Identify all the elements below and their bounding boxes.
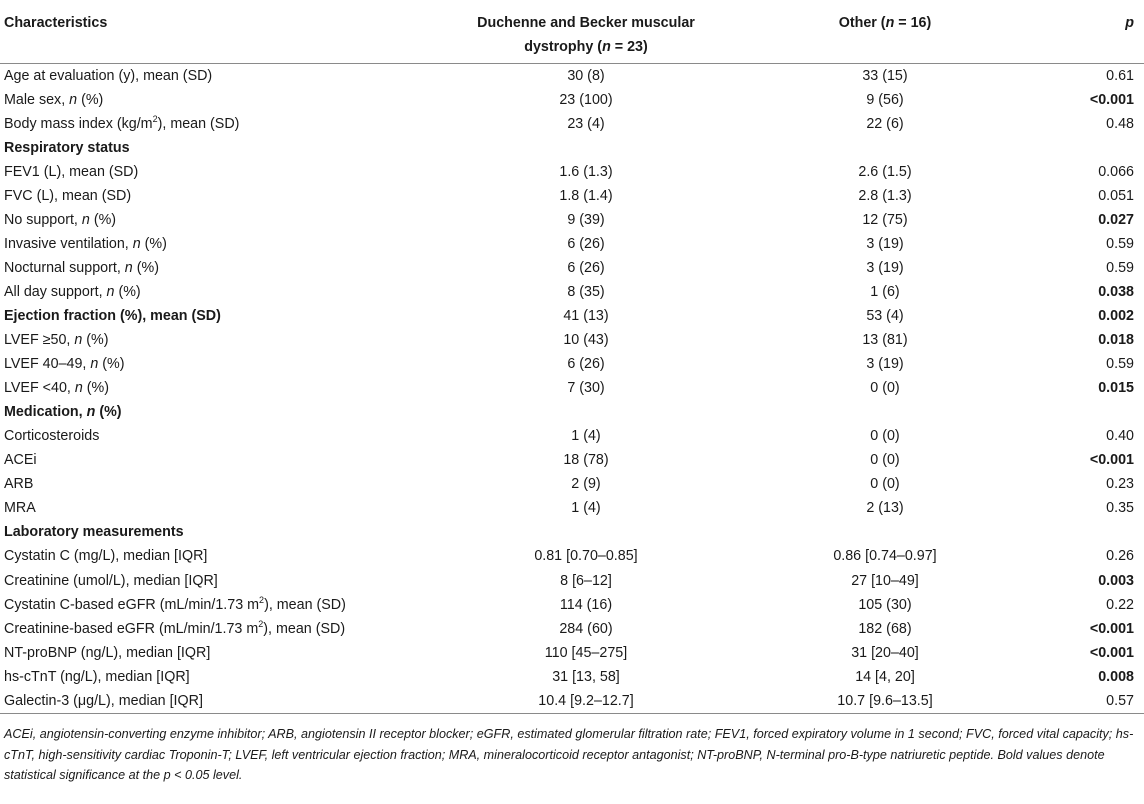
cell-p-value: <0.001 xyxy=(1089,644,1134,661)
table-row xyxy=(0,689,1144,714)
cell-other: 31 [20–40] xyxy=(851,644,919,661)
cell-dmd-bmd: 6 (26) xyxy=(567,259,605,276)
cell-dmd-bmd: 1 (4) xyxy=(571,428,601,445)
header-other-suffix: = 16) xyxy=(894,15,932,31)
cell-dmd-bmd: 10.4 [9.2–12.7] xyxy=(452,689,720,714)
header-dmd-n: n xyxy=(602,39,611,55)
header-other-prefix: Other ( xyxy=(838,15,886,31)
header-p-value xyxy=(1050,0,1144,63)
cell-other: 0 (0) xyxy=(870,428,900,445)
table-row xyxy=(0,63,1144,88)
cell-p-value: 0.59 xyxy=(1106,235,1134,252)
table-row xyxy=(0,665,1144,689)
table-section-row xyxy=(0,304,1144,328)
cell-dmd-bmd xyxy=(452,400,720,424)
cell-other: 3 (19) xyxy=(866,259,904,276)
header-dmd-line1: Duchenne and Becker muscular xyxy=(477,15,695,31)
row-label: FEV1 (L), mean (SD) xyxy=(4,163,139,180)
row-label: Creatinine (umol/L), median [IQR] xyxy=(4,572,218,589)
cell-other: 53 (4) xyxy=(866,307,904,324)
table-row xyxy=(0,256,1144,280)
row-label: Invasive ventilation, n (%) xyxy=(4,235,167,252)
cell-dmd-bmd: 6 (26) xyxy=(567,235,605,252)
cell-p-value: 0.61 xyxy=(1106,67,1134,84)
cell-other xyxy=(720,136,1050,160)
cell-dmd-bmd: 284 (60) xyxy=(559,620,613,637)
row-label: hs-cTnT (ng/L), median [IQR] xyxy=(4,668,190,685)
cell-dmd-bmd: 8 [6–12] xyxy=(560,572,612,589)
row-label: Cystatin C (mg/L), median [IQR] xyxy=(4,548,208,565)
table-row xyxy=(0,352,1144,376)
cell-dmd-bmd: 10 (43) xyxy=(563,332,609,349)
cell-p-value: 0.003 xyxy=(1098,572,1134,589)
cell-p-value: 0.59 xyxy=(1106,259,1134,276)
table-row xyxy=(0,232,1144,256)
cell-dmd-bmd: 1.8 (1.4) xyxy=(559,187,613,204)
cell-other: 3 (19) xyxy=(866,235,904,252)
row-label: ARB xyxy=(4,476,34,493)
row-label: No support, n (%) xyxy=(4,211,117,228)
cell-other: 1 (6) xyxy=(870,283,900,300)
row-label: Body mass index $(kg/m^2)$, mean (SD) xyxy=(4,113,240,132)
row-label: MRA xyxy=(4,500,36,517)
row-label: Laboratory measurements xyxy=(4,524,184,541)
table-row xyxy=(0,424,1144,448)
table-row xyxy=(0,88,1144,112)
table-row xyxy=(0,472,1144,496)
header-other xyxy=(720,0,1050,63)
table-row xyxy=(0,617,1144,641)
cell-dmd-bmd: 1.6 (1.3) xyxy=(559,163,613,180)
table-row xyxy=(0,184,1144,208)
row-label: Respiratory status xyxy=(4,139,130,156)
row-label: Galectin-3 (μg/L), median [IQR] xyxy=(0,689,452,714)
cell-other: 0 (0) xyxy=(870,476,900,493)
table-row xyxy=(0,280,1144,304)
cell-p-value: <0.001 xyxy=(1089,452,1134,469)
table-footnote: ACEi, angiotensin-converting enzyme inhibitor; ARB, angiotensin II receptor blocker; eGFR, estimated glomerular filtration rate; FEV1, forced expiratory volume in 1 second; FVC, forced vital capacity; hs-cTnT, high-sensitivity cardiac Troponin-T; LVEF, left ventricular ejection fraction; MRA, mineralocorticoid receptor antagonist; NT-proBNP, N-terminal pro-B-type natriuretic peptide. Bold values denote statistical significance at the p < 0.05 level. xyxy=(4,727,1134,782)
table-header xyxy=(0,0,1144,63)
cell-dmd-bmd: 6 (26) xyxy=(567,356,605,373)
cell-p-value: 0.59 xyxy=(1106,356,1134,373)
table-row xyxy=(0,568,1144,592)
cell-p-value xyxy=(1050,136,1144,160)
cell-dmd-bmd xyxy=(452,136,720,160)
row-label: All day support, n (%) xyxy=(4,283,141,300)
cell-other: 2.8 (1.3) xyxy=(858,187,912,204)
cell-dmd-bmd: 23 (100) xyxy=(559,91,613,108)
header-row xyxy=(0,0,1144,63)
table-row xyxy=(0,376,1144,400)
cell-p-value: 0.002 xyxy=(1098,307,1134,324)
header-p-label: p xyxy=(1125,15,1134,31)
cell-other: 22 (6) xyxy=(866,115,904,132)
cell-p-value: 0.23 xyxy=(1106,476,1134,493)
cell-p-value xyxy=(1050,400,1144,424)
row-label: Age at evaluation (y), mean (SD) xyxy=(4,67,213,84)
cell-dmd-bmd: 110 [45–275] xyxy=(544,644,628,661)
cell-other: 33 (15) xyxy=(862,67,908,84)
cell-p-value: 0.008 xyxy=(1098,668,1134,685)
cell-other xyxy=(720,400,1050,424)
cell-dmd-bmd: 8 (35) xyxy=(567,283,605,300)
cell-p-value: <0.001 xyxy=(1089,91,1134,108)
cell-p-value: 0.038 xyxy=(1098,283,1134,300)
cell-p-value: 0.051 xyxy=(1098,187,1134,204)
cell-dmd-bmd: 41 (13) xyxy=(563,307,609,324)
row-label: NT-proBNP (ng/L), median [IQR] xyxy=(4,644,211,661)
header-dmd-bmd xyxy=(452,0,720,63)
row-label: Creatinine-based eGFR (mL/min/1.73 $m^2$), mean (SD) xyxy=(4,618,346,637)
row-label: Nocturnal support, n (%) xyxy=(4,259,159,276)
cell-other: 10.7 [9.6–13.5] xyxy=(720,689,1050,714)
table-row xyxy=(0,112,1144,136)
header-dmd-line2-prefix: dystrophy ( xyxy=(524,39,603,55)
table-row xyxy=(0,448,1144,472)
row-label: LVEF 40–49, n (%) xyxy=(4,356,125,373)
cell-dmd-bmd: 114 (16) xyxy=(559,596,613,613)
cell-dmd-bmd: 30 (8) xyxy=(567,67,605,84)
cell-other: 13 (81) xyxy=(862,332,908,349)
cell-p-value: 0.066 xyxy=(1098,163,1134,180)
cell-dmd-bmd: 31 [13, 58] xyxy=(552,668,620,685)
cell-p-value: 0.57 xyxy=(1050,689,1144,714)
cell-other: 0 (0) xyxy=(870,380,900,397)
row-label: Cystatin C-based eGFR (mL/min/1.73 $m^2$), mean (SD) xyxy=(4,594,346,613)
header-other-n: n xyxy=(885,15,895,31)
cell-other: 3 (19) xyxy=(866,356,904,373)
cell-p-value: 0.018 xyxy=(1098,332,1134,349)
cell-other xyxy=(720,520,1050,544)
header-dmd-line2-suffix: = 23) xyxy=(610,39,648,55)
cell-other: 0 (0) xyxy=(870,452,900,469)
cell-p-value: 0.015 xyxy=(1098,380,1134,397)
cell-other: 2.6 (1.5) xyxy=(858,163,912,180)
cell-dmd-bmd: 9 (39) xyxy=(567,211,605,228)
table-body xyxy=(0,63,1144,713)
cell-dmd-bmd: 0.81 [0.70–0.85] xyxy=(534,548,638,565)
cell-dmd-bmd: 7 (30) xyxy=(567,380,605,397)
table-row xyxy=(0,328,1144,352)
table-row xyxy=(0,496,1144,520)
cell-p-value: 0.48 xyxy=(1106,115,1134,132)
table-row xyxy=(0,544,1144,568)
cell-dmd-bmd: 1 (4) xyxy=(571,500,601,517)
row-label: FVC (L), mean (SD) xyxy=(4,187,132,204)
table-row xyxy=(0,160,1144,184)
row-label: ACEi xyxy=(4,452,37,469)
cell-p-value: 0.40 xyxy=(1106,428,1134,445)
table-row xyxy=(0,641,1144,665)
cell-other: 0.86 [0.74–0.97] xyxy=(833,548,937,565)
table-section-row xyxy=(0,136,1144,160)
row-label: LVEF <40, n (%) xyxy=(4,380,110,397)
cell-p-value: <0.001 xyxy=(1089,620,1134,637)
cell-dmd-bmd: 2 (9) xyxy=(571,476,601,493)
cell-other: 14 [4, 20] xyxy=(855,668,915,685)
cell-other: 9 (56) xyxy=(866,91,904,108)
row-label: Male sex, n (%) xyxy=(4,91,104,108)
cell-dmd-bmd xyxy=(452,520,720,544)
cell-dmd-bmd: 18 (78) xyxy=(563,452,609,469)
table-row xyxy=(0,208,1144,232)
row-label: LVEF ≥50, n (%) xyxy=(4,332,109,349)
cell-other: 27 [10–49] xyxy=(851,572,919,589)
table-section-row xyxy=(0,520,1144,544)
cell-p-value xyxy=(1050,520,1144,544)
row-label: Ejection fraction (%), mean (SD) xyxy=(4,307,221,324)
row-label: Corticosteroids xyxy=(4,428,100,445)
cell-other: 182 (68) xyxy=(858,620,912,637)
cell-p-value: 0.35 xyxy=(1106,500,1134,517)
cell-p-value: 0.22 xyxy=(1106,596,1134,613)
cell-dmd-bmd: 23 (4) xyxy=(567,115,605,132)
row-label: Medication, n (%) xyxy=(4,404,122,421)
cell-p-value: 0.26 xyxy=(1106,548,1134,565)
table-row xyxy=(0,593,1144,617)
header-characteristics: Characteristics xyxy=(0,0,452,63)
cell-other: 2 (13) xyxy=(866,500,904,517)
cell-other: 12 (75) xyxy=(862,211,908,228)
cell-p-value: 0.027 xyxy=(1098,211,1134,228)
cell-other: 105 (30) xyxy=(858,596,912,613)
table-section-row xyxy=(0,400,1144,424)
